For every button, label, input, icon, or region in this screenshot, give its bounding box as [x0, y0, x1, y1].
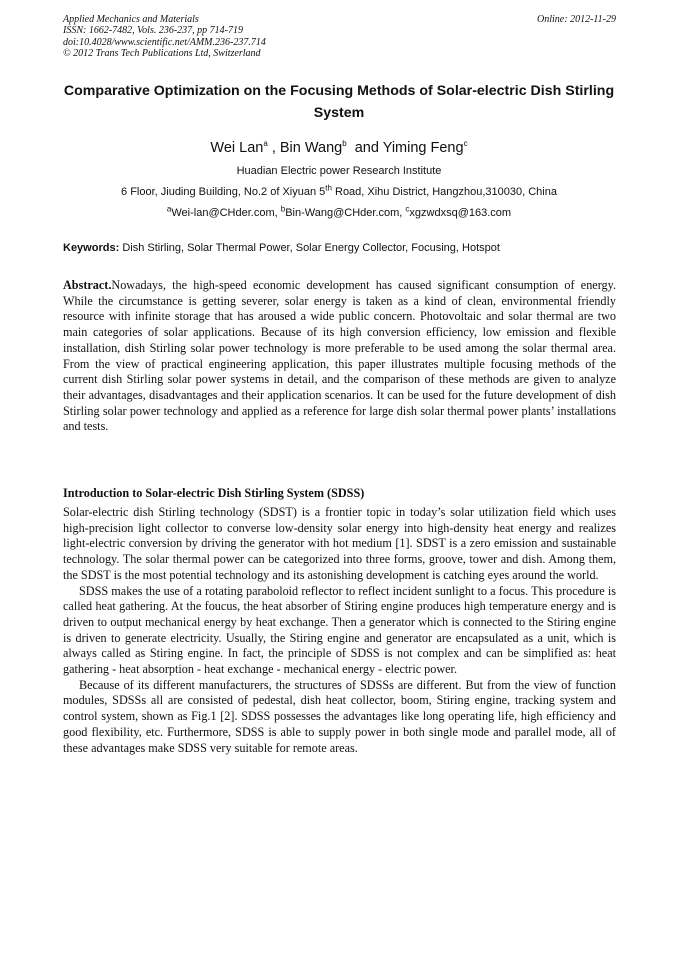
copyright-line: © 2012 Trans Tech Publications Ltd, Switzerland: [63, 48, 261, 60]
doi-line: doi:10.4028/www.scientific.net/AMM.236-237.714: [63, 36, 266, 48]
affiliation-institute: Huadian Electric power Research Institute: [236, 165, 442, 177]
email-address[interactable]: Wei-lan@CHder.com: [171, 207, 275, 219]
paragraph: Because of its different manufacturers, the structures of SDSSs are different. But from the view of function modules, SDSSs all are consisted of pedestal, dish heat collector, boom, Stiring engine, tracking system and control system, shown as Fig.1 [2]. SDSS possesses the advantages like long operating life, high efficiency and good flexibility, etc. Furthermore, SDSS is able to supply power in both single mode and parallel mode, all of these advantages make SDSS very suitable for remote areas.: [63, 677, 616, 755]
keywords-text: Dish Stirling, Solar Thermal Power, Solar Energy Collector, Focusing, Hotspot: [122, 242, 500, 254]
intro-body: [63, 505, 616, 756]
abstract-label: Abstract.: [63, 278, 112, 292]
email-separator: ,: [274, 207, 281, 219]
paragraph: Solar-electric dish Stirling technology (SDST) is a frontier topic in today’s solar utilization field which uses high-precision light collector to converse low-density solar energy into high-density heat energy and realizes light-electric conversion by driving the generator with hot medium [1]. SDST is a zero emission and sustainable technology. The solar thermal power can be categorized into three forms, groove, tower and dish. Among them, the SDST is the most potential technology and its astonishing development is catching eyes around the world.: [63, 505, 616, 582]
email-address[interactable]: xgzwdxsq@163.com: [409, 207, 512, 219]
email-address[interactable]: Bin-Wang@CHder.com: [285, 207, 400, 219]
address-part: 6 Floor, Jiuding Building, No.2 of Xiyuan 5: [121, 186, 326, 198]
author-affil-mark: c: [463, 139, 468, 149]
journal-header: [63, 14, 616, 60]
section-heading: Introduction to Solar-electric Dish Stirling System (SDSS): [63, 486, 365, 500]
journal-name: Applied Mechanics and Materials: [63, 14, 199, 25]
keywords-label: Keywords:: [63, 242, 120, 254]
author-separator: ,: [267, 140, 280, 156]
keywords: [63, 242, 616, 254]
author-affil-mark: a: [263, 139, 268, 149]
author-separator: and: [346, 140, 383, 156]
address-part: Road, Xihu District, Hangzhou,310030, China: [331, 186, 557, 198]
email-mark: c: [405, 204, 410, 214]
affiliation-address: [0, 183, 678, 198]
abstract: [63, 278, 616, 435]
email-list: [0, 204, 678, 219]
author-affil-mark: b: [342, 139, 347, 149]
email-mark: a: [166, 204, 172, 214]
author-name: Yiming Feng: [382, 140, 464, 156]
paper-title: Comparative Optimization on the Focusing Methods of Solar-electric Dish Stirling System: [63, 83, 615, 121]
email-separator: ,: [399, 207, 406, 219]
abstract-text: Nowadays, the high-speed economic development has caused significant consumption of energy. While the circumstance is getting severer, solar energy is taken as a kind of clean, environmental friendly resource with infinite storage that has aroused a wide public concern. Photovoltaic and solar thermal are two main categories of solar applications. Because of its high conversion efficiency, low emission and flexible installation, dish Stirling solar power technology is more preferable to be used among the solar thermal area. From the view of practical engineering application, this paper illustrates multiple focusing methods of the current dish Stirling solar power systems in detail, and the comparison of these methods are given to analyze their advantages, disadvantages and their application scenarios. It can be used for the future development of dish Stirling solar power technology and applied as a reference for large dish solar thermal power plants’ installations and tests.: [63, 278, 616, 434]
online-date: Online: 2012-11-29: [537, 14, 616, 25]
issn-line: ISSN: 1662-7482, Vols. 236-237, pp 714-719: [63, 25, 243, 37]
address-ordinal: th: [325, 183, 332, 193]
email-mark: b: [280, 204, 286, 214]
paragraph: SDSS makes the use of a rotating paraboloid reflector to reflect incident sunlight to a focus. This procedure is called heat gathering. At the foucus, the heat absorber of Stiring engine produces high temperature energy and is driven to output mechanical energy by heat exchange. Then a generator which is connected to the Stiring engine is driven to generate electricity. Usually, the Stiring engine and generator are encapsulated as a unit, which is always called as Stiring engine. In fact, the principle of SDSS is not complex and can be simplified as: heat gathering - heat absorption - heat exchange - mechanical energy - electric power.: [63, 583, 616, 677]
author-name: Wei Lan: [210, 140, 264, 156]
author-list: [0, 140, 678, 156]
author-name: Bin Wang: [279, 140, 343, 156]
